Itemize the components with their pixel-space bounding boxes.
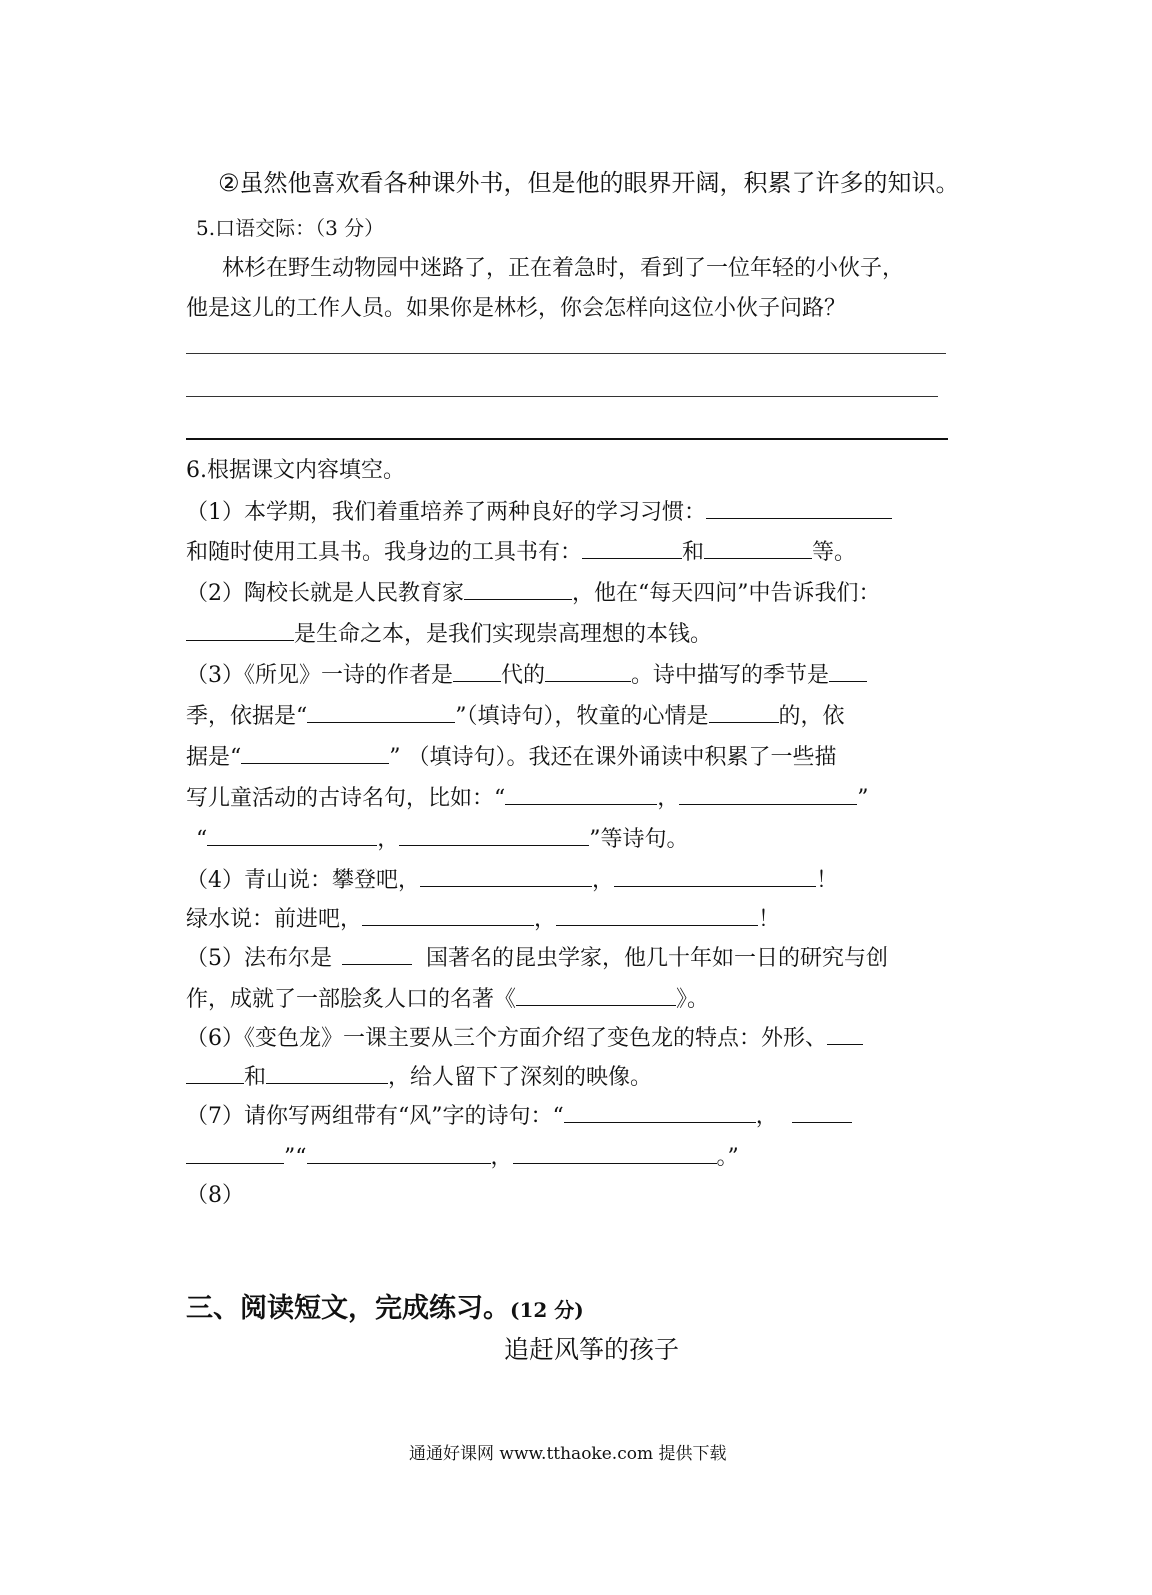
blank-tool-book-1[interactable] bbox=[582, 538, 682, 559]
q6-item1-text-a: （1）本学期，我们着重培养了两种良好的学习习惯： bbox=[186, 500, 706, 525]
q6-item5-text-a1: （5）法布尔是 bbox=[186, 946, 332, 971]
q6-item4-line1 bbox=[186, 866, 838, 896]
q5-heading: 5.口语交际：（3 分） bbox=[196, 216, 385, 240]
q6-item4-text-b1: 绿水说：前进吧， bbox=[186, 907, 363, 932]
q6-item5-text-b2: 》。 bbox=[676, 987, 710, 1012]
q6-item7-text-b2: ， bbox=[490, 1145, 513, 1170]
blank-wind-poem-2-cont[interactable] bbox=[186, 1143, 284, 1164]
story-title: 追赶风筝的孩子 bbox=[504, 1335, 680, 1364]
q6-item4-text-b2: ， bbox=[534, 907, 557, 932]
q6-item3-line1 bbox=[186, 661, 867, 691]
q6-item3-text-d1: 写儿童活动的古诗名句，比如：“ bbox=[186, 786, 506, 811]
q6-item5-text-b1: 作，成就了一部脍炙人口的名著《 bbox=[186, 987, 517, 1012]
q6-item3-text-e1: “ bbox=[196, 827, 208, 852]
blank-dynasty[interactable] bbox=[453, 661, 501, 682]
q6-item8: （8） bbox=[186, 1183, 244, 1208]
blank-mood[interactable] bbox=[709, 702, 779, 723]
q6-item3-text-b2: ”（填诗句），牧童的心情是 bbox=[455, 704, 709, 729]
q6-item6-line2 bbox=[186, 1063, 652, 1093]
q6-item5-line2 bbox=[186, 985, 709, 1015]
q6-item2-text-b: 是生命之本，是我们实现崇高理想的本钱。 bbox=[294, 622, 713, 647]
blank-country[interactable] bbox=[342, 944, 412, 965]
blank-wind-poem-1[interactable] bbox=[564, 1102, 756, 1123]
q6-item3-text-b3: 的，依 bbox=[778, 704, 845, 729]
q6-item3-text-d3: ” bbox=[857, 786, 869, 811]
q6-item7-text-b1: ”“ bbox=[284, 1145, 307, 1170]
blank-book-title[interactable] bbox=[516, 985, 676, 1006]
q5-text-line2: 他是这儿的工作人员。如果你是林杉，你会怎样向这位小伙子问路？ bbox=[186, 296, 847, 321]
q6-item1-text-b1: 和随时使用工具书。我身边的工具书有： bbox=[186, 540, 583, 565]
section3-heading bbox=[186, 1292, 584, 1327]
blank-season-evidence[interactable] bbox=[307, 702, 455, 723]
q6-item1-text-b2: 和 bbox=[682, 540, 705, 565]
blank-poet[interactable] bbox=[545, 661, 631, 682]
section3-points: (12 分) bbox=[510, 1298, 584, 1322]
blank-water-2[interactable] bbox=[556, 905, 758, 926]
blank-mountain-2[interactable] bbox=[614, 866, 816, 887]
q6-item6-text-b2: ，给人留下了深刻的映像。 bbox=[388, 1065, 653, 1090]
q6-item7-text-a1: （7）请你写两组带有“风”字的诗句：“ bbox=[186, 1104, 564, 1129]
q6-item3-text-c2: ” （填诗句）。我还在课外诵读中积累了一些描 bbox=[389, 745, 837, 770]
answer-line-3[interactable] bbox=[186, 438, 948, 440]
q6-item4-text-b3: ！ bbox=[758, 907, 781, 932]
answer-line-1[interactable] bbox=[186, 353, 946, 354]
blank-poem-line-4[interactable] bbox=[399, 825, 589, 846]
q6-item3-text-c1: 据是“ bbox=[186, 745, 242, 770]
sentence-correction-item: ②虽然他喜欢看各种课外书，但是他的眼界开阔，积累了许多的知识。 bbox=[218, 169, 960, 197]
blank-mood-evidence[interactable] bbox=[241, 743, 389, 764]
q6-item4-text-a3: ！ bbox=[816, 868, 839, 893]
blank-foundation-of-life[interactable] bbox=[186, 620, 294, 641]
q6-item2-text-a1: （2）陶校长就是人民教育家 bbox=[186, 581, 464, 606]
q6-item7-text-a2: ， bbox=[755, 1104, 778, 1129]
q6-item3-text-a2: 代的 bbox=[501, 663, 546, 688]
q6-item2-line2 bbox=[186, 620, 712, 650]
blank-season[interactable] bbox=[829, 661, 867, 682]
q6-item1-text-b3: 等。 bbox=[812, 540, 857, 565]
q5-text-line1: 林杉在野生动物园中迷路了，正在着急时，看到了一位年轻的小伙子， bbox=[222, 256, 905, 281]
blank-wind-poem-3[interactable] bbox=[307, 1143, 491, 1164]
q6-heading: 6.根据课文内容填空。 bbox=[186, 458, 405, 483]
blank-mountain-1[interactable] bbox=[420, 866, 592, 887]
blank-wind-poem-2[interactable] bbox=[792, 1102, 852, 1123]
blank-feature-1-cont[interactable] bbox=[186, 1063, 244, 1084]
answer-line-2[interactable] bbox=[186, 396, 938, 397]
q6-item4-text-a1: （4）青山说：攀登吧， bbox=[186, 868, 420, 893]
q6-item1-line1 bbox=[186, 498, 892, 528]
q6-item7-line1 bbox=[186, 1102, 852, 1132]
q6-item3-text-b1: 季，依据是“ bbox=[186, 704, 308, 729]
blank-poem-line-3[interactable] bbox=[207, 825, 377, 846]
blank-poem-line-2[interactable] bbox=[679, 784, 857, 805]
q6-item6-text-a: （6）《变色龙》一课主要从三个方面介绍了变色龙的特点：外形、 bbox=[186, 1026, 827, 1051]
q6-item3-line3 bbox=[186, 743, 837, 773]
q6-item3-text-d2: ， bbox=[657, 786, 680, 811]
blank-study-habit[interactable] bbox=[706, 498, 892, 519]
q6-item2-line1 bbox=[186, 579, 881, 609]
q6-item7-text-b3: 。” bbox=[716, 1145, 739, 1170]
q6-item4-text-a2: ， bbox=[592, 868, 615, 893]
q6-item3-line4 bbox=[186, 784, 869, 814]
blank-wind-poem-4[interactable] bbox=[513, 1143, 717, 1164]
q6-item3-text-a1: （3）《所见》一诗的作者是 bbox=[186, 663, 453, 688]
q6-item1-line2 bbox=[186, 538, 856, 568]
blank-educator-name[interactable] bbox=[464, 579, 572, 600]
section3-title: 三、阅读短文，完成练习。 bbox=[186, 1293, 510, 1324]
blank-tool-book-2[interactable] bbox=[704, 538, 812, 559]
q6-item3-line5 bbox=[196, 825, 689, 855]
q6-item5-text-a2: 国著名的昆虫学家，他几十年如一日的研究与创 bbox=[426, 946, 889, 971]
q6-item7-line2 bbox=[186, 1143, 739, 1173]
blank-feature-1[interactable] bbox=[827, 1024, 863, 1045]
blank-feature-2[interactable] bbox=[266, 1063, 388, 1084]
q6-item6-text-b1: 和 bbox=[244, 1065, 267, 1090]
q6-item3-text-a3: 。诗中描写的季节是 bbox=[631, 663, 830, 688]
q6-item6-line1 bbox=[186, 1024, 863, 1054]
footer-download-notice: 通通好课网 www.tthaoke.com 提供下载 bbox=[409, 1444, 727, 1464]
q6-item3-text-e2: ， bbox=[377, 827, 400, 852]
blank-water-1[interactable] bbox=[362, 905, 534, 926]
q6-item2-text-a2: ，他在“每天四问”中告诉我们： bbox=[572, 581, 881, 606]
q6-item3-line2 bbox=[186, 702, 845, 732]
blank-poem-line-1[interactable] bbox=[505, 784, 657, 805]
q6-item5-line1 bbox=[186, 944, 888, 974]
q6-item4-line2 bbox=[186, 905, 780, 935]
q6-item3-text-e3: ”等诗句。 bbox=[589, 827, 689, 852]
